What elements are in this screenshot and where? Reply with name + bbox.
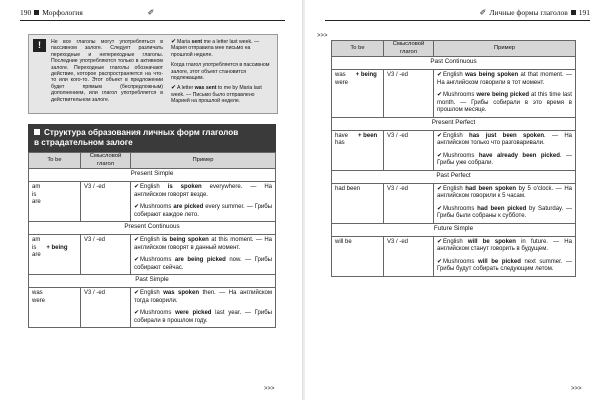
note-box	[28, 34, 278, 114]
square-bullet-icon	[571, 10, 576, 15]
example-sentence	[437, 239, 572, 254]
section-title	[28, 124, 276, 152]
to-be-form: are	[32, 199, 41, 205]
checkmark-icon: ✔	[171, 85, 177, 92]
tense-name: Present Simple	[29, 169, 276, 182]
example-sentence	[134, 290, 272, 305]
example-translation: then. — На английском тогда говорили.	[134, 290, 272, 304]
note-verb-form: sent	[191, 39, 203, 45]
tense-name: Past Continuous	[332, 57, 576, 70]
to-be-cell	[332, 183, 384, 223]
to-be-cell	[332, 70, 384, 118]
to-be-form: will be	[335, 238, 352, 245]
tense-name: Future Simple	[332, 223, 576, 236]
exclamation-icon: !	[33, 39, 46, 52]
tense-row	[332, 223, 576, 236]
checkmark-icon: ✔	[134, 204, 140, 210]
table-row	[332, 70, 576, 118]
note-text: Не все глаголы могут употребляться в пассивном залоге. Следует различать переходные и непереходные глаголы. Последние употребляются только в активном залоге. Переходные глаголы обозначают действие, которое распространяется на что-то или кого-то. Этот объект в предложении будет прямым (беспредложным) дополнением, или глагол употребляется в действительном залоге.	[51, 39, 163, 103]
continue-mark-top: >>>	[317, 33, 328, 39]
header-to-be: To be	[332, 41, 384, 57]
note-translation: to me by Maria last week. — Письмо было отправлено Марией на прошлой неделе.	[171, 85, 262, 105]
example-translation: by 5 o'clock. — На английском говорили к 5 часам.	[437, 185, 572, 199]
to-be-form: were	[32, 297, 46, 304]
square-bullet-icon	[34, 129, 40, 135]
running-head-right	[325, 8, 590, 21]
running-head-section: Личные формы глаголов	[489, 8, 568, 17]
continue-mark: >>>	[264, 386, 275, 392]
tense-row	[332, 57, 576, 70]
example-translation: every summer. — Грибы собирают каждое лето.	[134, 204, 273, 218]
example-translation: at this moment. — На английском говорят в данный момент.	[134, 237, 273, 251]
to-be-form: was	[32, 290, 43, 296]
example-verb-form: had been spoken	[465, 185, 517, 192]
example-sentence	[437, 92, 572, 115]
checkmark-icon: ✔	[134, 257, 140, 263]
section-title-line2: в страдательном залоге	[34, 138, 133, 147]
example-cell	[131, 182, 276, 222]
to-be-form: am	[32, 237, 41, 243]
example-translation: next summer. — Грибы будут собирать следующим летом.	[437, 258, 572, 272]
header-example: Пример	[131, 153, 276, 169]
example-verb-form: is spoken	[167, 184, 202, 190]
note-examples	[171, 39, 271, 109]
to-be-form: is	[32, 191, 37, 198]
example-translation: by Saturday. — Грибы были собраны к субботе.	[437, 205, 573, 219]
example-text: Mushrooms	[443, 205, 478, 212]
table-row	[29, 288, 276, 328]
table-row	[29, 235, 276, 275]
example-verb-form: has just been spoken	[469, 132, 545, 139]
example-verb-form: was being spoken	[465, 72, 519, 78]
to-be-form-line	[335, 133, 380, 141]
checkmark-icon: ✔	[134, 290, 140, 296]
example-verb-form: were picked	[175, 310, 212, 316]
example-translation: everywhere. — На английском говорят везде.	[134, 184, 272, 198]
example-cell	[434, 183, 576, 223]
auxiliary-addition: + being	[355, 72, 377, 78]
note-text: A letter	[177, 85, 195, 92]
table-row	[29, 182, 276, 222]
example-sentence	[134, 310, 272, 325]
example-verb-form: was spoken	[163, 290, 200, 296]
example-text: English	[443, 72, 466, 78]
example-sentence	[437, 72, 572, 87]
example-translation: . — На английском только что разговаривали.	[437, 132, 572, 146]
to-be-form: has	[335, 140, 345, 146]
example-text: Mushrooms	[443, 258, 478, 265]
example-text: Mushrooms	[140, 310, 176, 316]
example-sentence	[437, 259, 572, 274]
example-text: Mushrooms	[140, 257, 175, 263]
example-cell	[131, 235, 276, 275]
checkmark-icon: ✔	[437, 72, 443, 78]
example-text: English	[443, 185, 466, 192]
example-translation: last year. — Грибы собирали в прошлом году.	[134, 310, 272, 324]
to-be-form: have	[335, 132, 349, 139]
table-row	[332, 183, 576, 223]
main-verb-formula: V3 / -ed	[384, 236, 434, 276]
example-sentence	[134, 237, 272, 252]
to-be-cell	[29, 182, 81, 222]
tense-row	[29, 222, 276, 235]
example-text: Mushrooms	[443, 92, 477, 98]
table-row	[332, 130, 576, 170]
to-be-form: was	[335, 72, 346, 78]
example-text: English	[443, 132, 470, 139]
auxiliary-addition: + been	[358, 132, 378, 139]
checkmark-icon: ✔	[437, 185, 443, 192]
to-be-form: were	[335, 79, 349, 86]
example-sentence	[437, 133, 572, 148]
header-main-verb: Смысловой глагол	[384, 41, 434, 57]
checkmark-icon: ✔	[134, 310, 140, 316]
example-cell	[131, 288, 276, 328]
pencil-icon: ✐	[479, 8, 487, 17]
main-verb-formula: V3 / -ed	[81, 288, 131, 328]
to-be-cell	[29, 288, 81, 328]
main-verb-formula: V3 / -ed	[81, 182, 131, 222]
checkmark-icon: ✔	[437, 132, 443, 139]
note-text: Когда глагол употребляется в пассивном залоге, этот объект становится подлежащим.	[171, 62, 270, 82]
header-to-be: To be	[29, 153, 81, 169]
main-verb-formula: V3 / -ed	[81, 235, 131, 275]
checkmark-icon: ✔	[437, 152, 443, 159]
left-page	[0, 0, 303, 400]
to-be-form-line	[32, 245, 77, 253]
checkmark-icon: ✔	[171, 39, 177, 45]
pencil-icon: ✐	[147, 8, 155, 17]
example-sentence	[437, 153, 572, 168]
checkmark-icon: ✔	[437, 205, 443, 212]
to-be-cell	[332, 236, 384, 276]
to-be-form: had been	[335, 185, 361, 192]
passive-forms-table	[28, 152, 276, 328]
running-head-left	[20, 8, 285, 21]
note-paragraph	[171, 85, 271, 104]
example-sentence	[134, 257, 272, 272]
checkmark-icon: ✔	[134, 237, 140, 243]
example-translation: in future. — На английском станут говорить в будущем.	[437, 238, 572, 252]
to-be-cell	[29, 235, 81, 275]
example-text: English	[140, 237, 163, 243]
header-example: Пример	[434, 41, 576, 57]
example-text: English	[140, 184, 168, 190]
table-row	[332, 236, 576, 276]
example-verb-form: is being spoken	[162, 237, 209, 243]
passive-forms-table-continued	[331, 40, 576, 277]
running-head-section: Морфология	[42, 8, 83, 17]
note-text: Maria	[177, 39, 192, 45]
example-verb-form: are being picked	[174, 257, 226, 263]
page-number: 190	[20, 8, 32, 17]
section-title-line1: Структура образования личных форм глаголов	[44, 128, 239, 137]
example-verb-form: will be spoken	[467, 238, 516, 245]
tense-name: Present Continuous	[29, 222, 276, 235]
to-be-form-line	[335, 72, 380, 80]
tense-row	[332, 170, 576, 183]
note-paragraph	[171, 39, 271, 58]
note-paragraph	[171, 62, 271, 81]
example-verb-form: were being picked	[476, 92, 530, 98]
example-sentence	[134, 184, 272, 199]
example-verb-form: have already been picked	[478, 152, 560, 159]
tense-name: Present Perfect	[332, 117, 576, 130]
checkmark-icon: ✔	[437, 258, 443, 265]
checkmark-icon: ✔	[134, 184, 140, 190]
main-verb-formula: V3 / -ed	[384, 183, 434, 223]
example-text: English	[140, 290, 164, 296]
auxiliary-addition: + being	[46, 244, 68, 251]
example-text: Mushrooms	[140, 204, 174, 210]
tense-row	[332, 117, 576, 130]
tense-name: Past Simple	[29, 275, 276, 288]
main-verb-formula: V3 / -ed	[384, 130, 434, 170]
to-be-form: is	[32, 244, 37, 251]
page-number: 191	[578, 8, 590, 17]
example-cell	[434, 130, 576, 170]
tense-row	[29, 275, 276, 288]
example-cell	[434, 236, 576, 276]
to-be-form: are	[32, 252, 41, 258]
example-sentence	[437, 186, 572, 201]
example-translation: now. — Грибы собирают сейчас.	[134, 257, 272, 271]
tense-row	[29, 169, 276, 182]
example-verb-form: are picked	[173, 204, 204, 210]
example-text: Mushrooms	[443, 152, 479, 159]
example-sentence	[134, 204, 272, 219]
note-translation: me a letter last week. — Мария отправила мне письмо на прошлой неделе.	[171, 39, 260, 58]
example-translation: at this time last month. — Грибы собирали в это время в прошлом месяце.	[437, 92, 572, 113]
example-verb-form: will be picked	[477, 258, 521, 265]
example-sentence	[437, 206, 572, 221]
checkmark-icon: ✔	[437, 92, 443, 98]
note-verb-form: was sent	[194, 85, 217, 92]
header-main-verb: Смысловой глагол	[81, 153, 131, 169]
example-translation: . — Грибы уже собрали.	[437, 152, 572, 166]
checkmark-icon: ✔	[437, 238, 443, 245]
example-translation: at that moment. — На английском говорили в тот момент.	[437, 72, 572, 86]
example-text: English	[443, 238, 468, 245]
to-be-cell	[332, 130, 384, 170]
example-cell	[434, 70, 576, 118]
example-verb-form: had been picked	[477, 205, 527, 212]
to-be-form: am	[32, 184, 41, 190]
main-verb-formula: V3 / -ed	[384, 70, 434, 118]
tense-name: Past Perfect	[332, 170, 576, 183]
continue-mark-bottom: >>>	[571, 386, 582, 392]
